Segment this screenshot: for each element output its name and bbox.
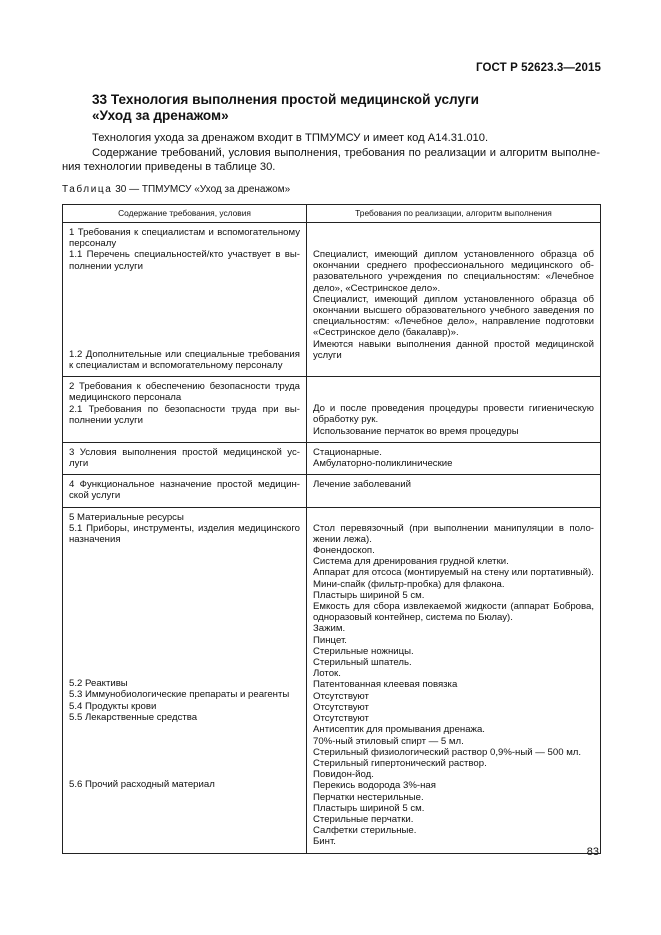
requirement-text: 5.3 Иммунобиологические препараты и реагенты xyxy=(69,689,290,701)
implementation-text: Имеются навыки выполнения данной простой медицинской услуги xyxy=(313,338,594,361)
implementation-text: Лоток. xyxy=(313,668,341,680)
implementation-text: Фонендоскоп. xyxy=(313,545,375,557)
requirement-text: 4 Функциональное назначение простой медицинской услуги xyxy=(69,479,300,502)
column-header-requirements: Содержание требования, условия xyxy=(63,205,307,223)
table-row xyxy=(63,377,601,443)
implementation-text: Специалист, имеющий диплом установленного образца об окончании среднего профессионального медицинского образовательного учреждения по специальностям: «Лечебное дело», «Сестринское дело». xyxy=(313,249,594,294)
requirement-text: 5.4 Продукты крови xyxy=(69,700,157,712)
implementation-cell xyxy=(307,223,601,377)
table-header-row xyxy=(63,205,601,223)
implementation-text: Стационарные. xyxy=(313,446,382,458)
implementation-text: Патентованная клеевая повязка xyxy=(313,679,458,691)
implementation-cell xyxy=(307,377,601,443)
implementation-text: 70%-ный этиловый спирт — 5 мл. xyxy=(313,735,464,747)
section-title xyxy=(92,92,479,124)
intro-paragraph: Технология ухода за дренажом входит в ТПМУМСУ и имеет код А14.31.010. xyxy=(92,132,489,144)
requirement-cell xyxy=(63,507,307,853)
implementation-cell xyxy=(307,475,601,507)
implementation-text: Лечение заболеваний xyxy=(313,479,411,491)
implementation-text: Антисептик для промывания дренажа. xyxy=(313,724,485,736)
implementation-text: Салфетки стерильные. xyxy=(313,825,417,837)
table-row xyxy=(63,475,601,507)
table-caption xyxy=(62,184,290,195)
implementation-text: Амбулаторно-поликлинические xyxy=(313,458,453,470)
section-title-line1: Технология выполнения простой медицинской услуги xyxy=(110,92,480,107)
implementation-text: Стол перевязочный (при выполнении манипуляции в положении лежа). xyxy=(313,522,594,545)
implementation-text: Перекись водорода 3%-ная xyxy=(313,780,436,792)
requirement-text: 3 Условия выполнения простой медицинской услуги xyxy=(69,446,300,470)
implementation-text: Отсутствуют xyxy=(313,713,369,725)
requirement-text: 5 Материальные ресурсы xyxy=(69,511,184,523)
requirement-text: 1.2 Дополнительные или специальные требования к специалистам и вспомогательному персоналу xyxy=(69,348,300,372)
implementation-text: До и после проведения процедуры провести гигиеническую обработку рук. xyxy=(313,403,594,426)
requirement-text: 5.6 Прочий расходный материал xyxy=(69,779,215,791)
implementation-text: Пластырь шириной 5 см. xyxy=(313,589,425,601)
implementation-text: Бинт. xyxy=(313,836,336,848)
requirements-table xyxy=(62,204,601,854)
implementation-text: Отсутствуют xyxy=(313,701,369,713)
requirement-cell xyxy=(63,377,307,443)
implementation-cell xyxy=(307,507,601,853)
requirement-cell xyxy=(63,475,307,507)
table-caption-prefix: Таблица xyxy=(62,184,113,195)
implementation-text: Стерильный шпатель. xyxy=(313,657,412,669)
table-row xyxy=(63,442,601,474)
requirement-cell xyxy=(63,442,307,474)
section-number: 33 xyxy=(92,92,108,107)
implementation-text: Стерильный физиологический раствор 0,9%-ный — 500 мл. xyxy=(313,746,582,758)
table-caption-text: 30 — ТПМУМСУ «Уход за дренажом» xyxy=(115,184,291,195)
requirement-text: 2 Требования к обеспечению безопасности труда медицинского персонала xyxy=(69,381,300,404)
implementation-text: Использование перчаток во время процедуры xyxy=(313,425,519,437)
requirement-text: 5.1 Приборы, инструменты, изделия медицинского назначения xyxy=(69,522,300,546)
implementation-text: Специалист, имеющий диплом установленного образца об окончании высшего образовательного учебного заведения по специальностям: «Лечебное дело», направление подготовки «Сестринское дело (бакалавр)». xyxy=(313,293,594,339)
implementation-cell xyxy=(307,442,601,474)
section-title-line2: «Уход за дренажом» xyxy=(92,108,229,123)
implementation-text: Пинцет. xyxy=(313,634,347,646)
table-reference-paragraph: Содержание требований, условия выполнения, требования по реализации и алгоритм выполнения технологии приведены в таблице 30. xyxy=(62,147,600,173)
implementation-text: Аппарат для отсоса (монтируемый на стену или портативный). xyxy=(313,567,594,579)
table-row xyxy=(63,223,601,377)
table-row xyxy=(63,507,601,853)
requirement-text: 1 Требования к специалистам и вспомогательному персоналу xyxy=(69,227,300,250)
document-code: ГОСТ Р 52623.3—2015 xyxy=(476,62,601,74)
implementation-text: Емкость для сбора извлекаемой жидкости (аппарат Боброва, одноразовый контейнер, система по Бюлау). xyxy=(313,601,594,624)
requirement-text: 5.2 Реактивы xyxy=(69,678,128,690)
implementation-text: Стерильный гипертонический раствор. xyxy=(313,757,487,769)
column-header-implementation: Требования по реализации, алгоритм выполнения xyxy=(307,205,601,223)
implementation-text: Стерильные ножницы. xyxy=(313,645,414,657)
requirement-text: 1.1 Перечень специальностей/кто участвует в выполнении услуги xyxy=(69,249,300,272)
implementation-text: Отсутствуют xyxy=(313,690,369,702)
implementation-text: Зажим. xyxy=(313,623,346,635)
requirement-text: 5.5 Лекарственные средства xyxy=(69,711,198,723)
implementation-text: Пластырь шириной 5 см. xyxy=(313,802,425,814)
implementation-text: Перчатки нестерильные. xyxy=(313,791,424,803)
requirement-text: 2.1 Требования по безопасности труда при выполнении услуги xyxy=(69,403,300,426)
implementation-text: Повидон-йод. xyxy=(313,769,374,781)
implementation-text: Мини-спайк (фильтр-пробка) для флакона. xyxy=(313,578,505,590)
requirement-cell xyxy=(63,223,307,377)
implementation-text: Система для дренирования грудной клетки. xyxy=(313,556,509,568)
page-number: 83 xyxy=(586,846,599,858)
implementation-text: Стерильные перчатки. xyxy=(313,813,414,825)
